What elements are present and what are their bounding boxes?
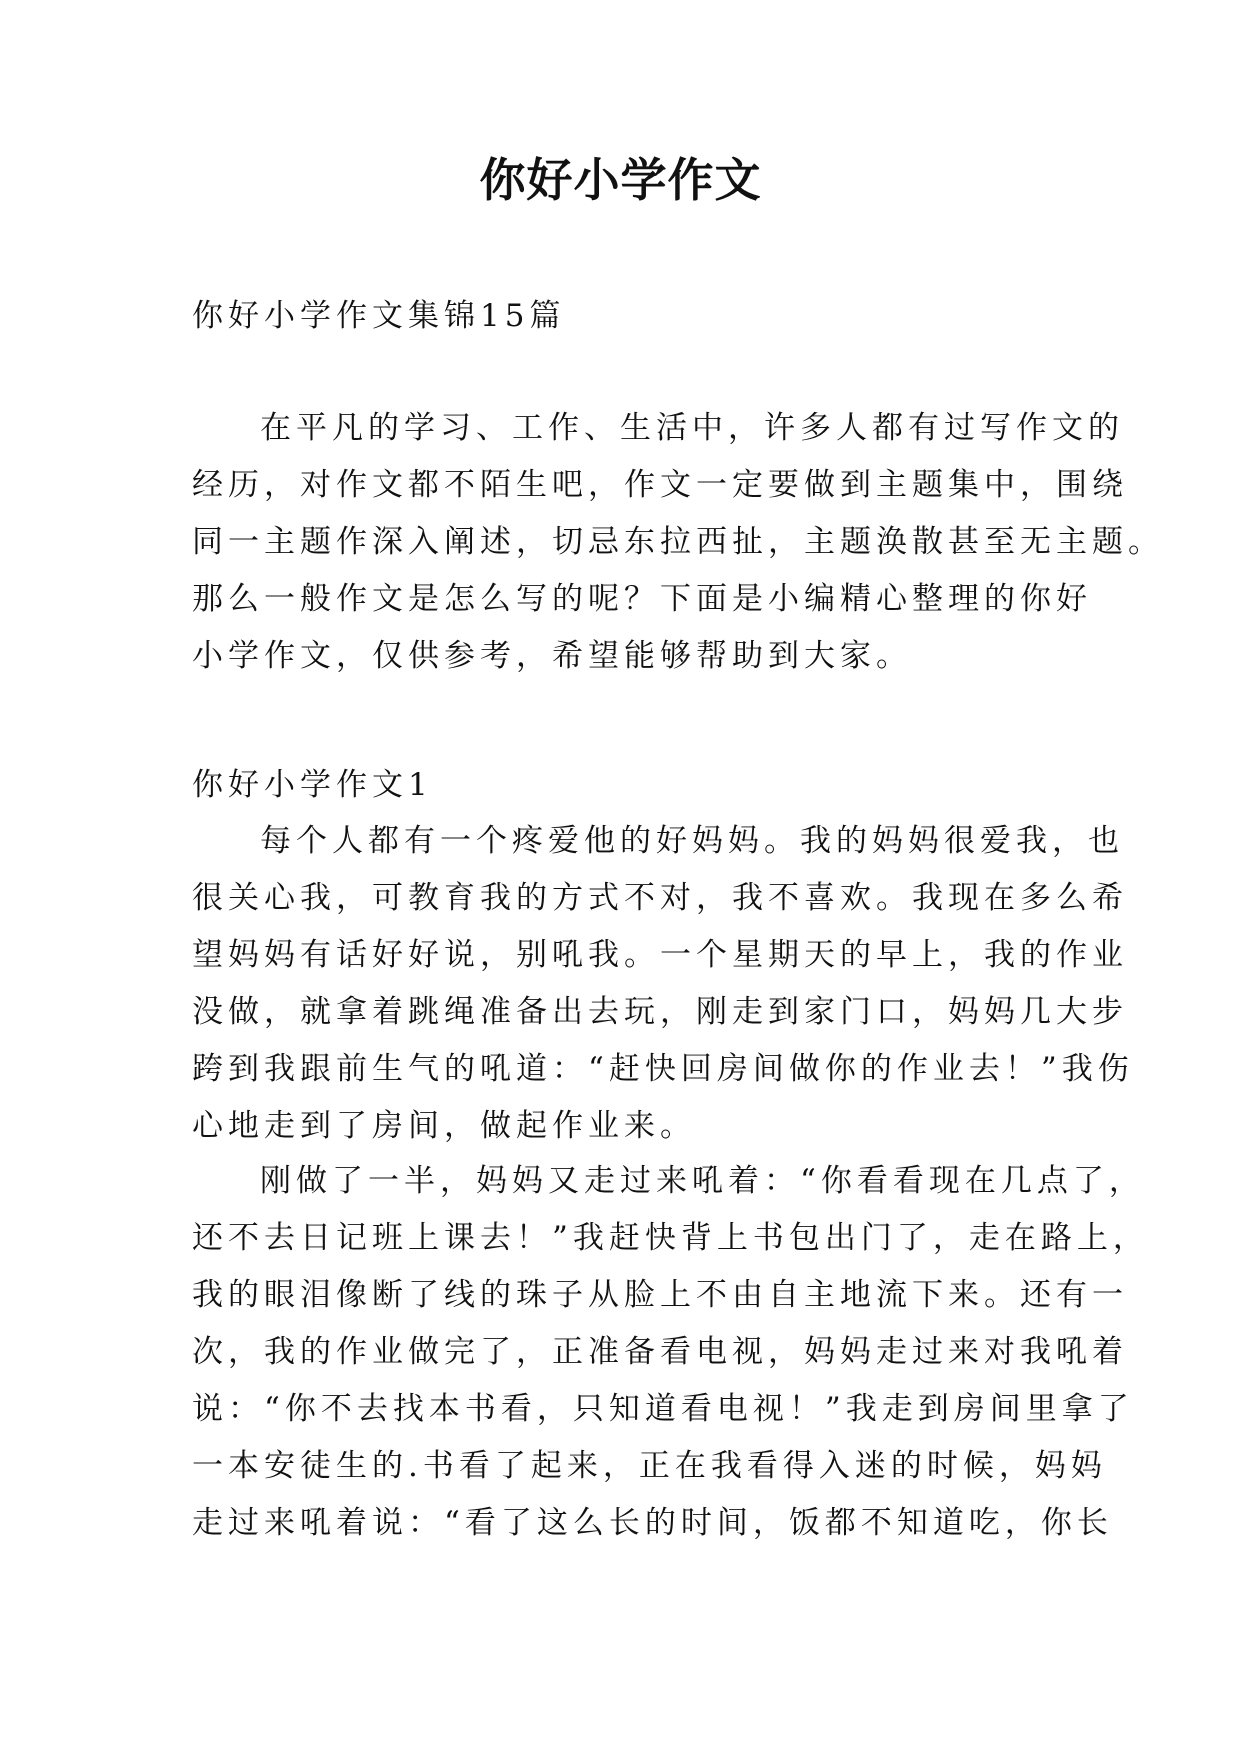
intro-line: 小学作文，仅供参考，希望能够帮助到大家。 xyxy=(192,638,912,674)
paragraph-line: 没做，就拿着跳绳准备出去玩，刚走到家门口，妈妈几大步 xyxy=(192,994,1128,1030)
paragraph-line: 刚做了一半，妈妈又走过来吼着：“你看看现在几点了， xyxy=(260,1163,1145,1199)
intro-paragraph xyxy=(192,400,1164,685)
intro-line: 同一主题作深入阐述，切忌东拉西扯，主题涣散甚至无主题。 xyxy=(192,524,1164,560)
document-title: 你好小学作文 xyxy=(479,153,762,207)
document-subtitle xyxy=(192,288,1072,345)
paragraph-line: 每个人都有一个疼爱他的好妈妈。我的妈妈很爱我，也 xyxy=(260,823,1124,859)
section-heading-text: 你好小学作文1 xyxy=(192,767,433,803)
paragraph-line: 一本安徒生的.书看了起来，正在我看得入迷的时候，妈妈 xyxy=(192,1448,1107,1484)
paragraph-line: 望妈妈有话好好说，别吼我。一个星期天的早上，我的作业 xyxy=(192,937,1128,973)
paragraph-line: 说：“你不去找本书看，只知道看电视！”我走到房间里拿了 xyxy=(192,1391,1134,1427)
section-heading xyxy=(192,757,1072,814)
paragraph-line: 我的眼泪像断了线的珠子从脸上不由自主地流下来。还有一 xyxy=(192,1277,1128,1313)
subtitle-text: 你好小学作文集锦15篇 xyxy=(192,298,566,334)
paragraph-line: 很关心我，可教育我的方式不对，我不喜欢。我现在多么希 xyxy=(192,880,1128,916)
paragraph-line: 还不去日记班上课去！”我赶快背上书包出门了，走在路上， xyxy=(192,1220,1149,1256)
essay-paragraph-2 xyxy=(192,1153,1149,1552)
intro-line: 在平凡的学习、工作、生活中，许多人都有过写作文的 xyxy=(260,410,1124,446)
paragraph-line: 次，我的作业做完了，正准备看电视，妈妈走过来对我吼着 xyxy=(192,1334,1128,1370)
paragraph-line: 跨到我跟前生气的吼道：“赶快回房间做你的作业去！”我伤 xyxy=(192,1051,1134,1087)
intro-line: 经历，对作文都不陌生吧，作文一定要做到主题集中，围绕 xyxy=(192,467,1128,503)
essay-paragraph-1 xyxy=(192,813,1134,1155)
paragraph-line: 走过来吼着说：“看了这么长的时间，饭都不知道吃，你长 xyxy=(192,1505,1113,1541)
paragraph-line: 心地走到了房间，做起作业来。 xyxy=(192,1108,696,1144)
intro-line: 那么一般作文是怎么写的呢？下面是小编精心整理的你好 xyxy=(192,581,1092,617)
